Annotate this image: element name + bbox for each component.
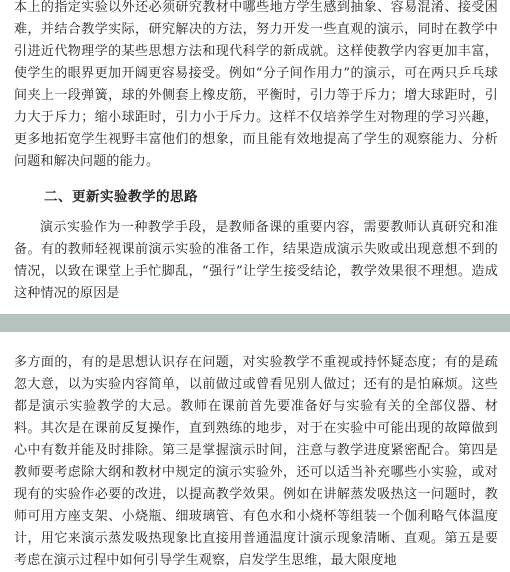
body-paragraph-top-1: 本上的指定实验以外还必须研究教材中哪些地方学生感到抽象、容易混淆、接受困难，并结合教学实际，研究解决的方法，努力开发一些直观的演示，同时在教学中引进近代物理学的某些思想方法和现代科学的新成就。这样使教学内容更加丰富，使学生的眼界更加开阔更容易接受。例如“分子间作用力”的演示，可在两只乒乓球间夹上一段弹簧，球的外侧套上橡皮筋，平衡时，引力等于斥力；增大球距时，引力大于斥力；缩小球距时，引力小于斥力。这样不仅培养学生对物理的学习兴趣，更多地拓宽学生视野丰富他们的想象，而且能有效地提高了学生的观察能力、分析问题和解决问题的能力。 bbox=[14, 0, 498, 169]
document-page-bottom bbox=[0, 332, 510, 568]
body-paragraph-bottom-1: 多方面的，有的是思想认识存在问题，对实验教学不重视或持怀疑态度；有的是疏忽大意，以为实验内容简单，以前做过或曾看见别人做过；还有的是怕麻烦。这些都是演示实验教学的大忌。教师在课前首先要准备好与实验有关的全部仪器、材料。其次是在课前反复操作，直到熟练的地步，对于在实验中可能出现的故障做到心中有数并能及时排除。第三是掌握演示时间，注意与教学进度紧密配合。第四是教师要考虑除大纲和教材中规定的演示实验外，还可以适当补充哪些小实验，或对现有的实验作必要的改进，以提高教学效果。例如在讲解蒸发吸热这一问题时，教师可用方座支架、小烧瓶、细玻璃管、有色水和小烧杯等组装一个伽利略气体温度计，用它来演示蒸发吸热现象比直接用普通温度计演示现象清晰、直观。第五是要考虑在演示过程中如何引导学生观察，启发学生思维，最大限度地 bbox=[14, 355, 498, 568]
page-divider bbox=[0, 314, 510, 332]
section-heading: 二、更新实验教学的思路 bbox=[44, 189, 198, 205]
body-paragraph-top-2: 演示实验作为一种教学手段，是教师备课的重要内容，需要教师认真研究和准备。有的教师轻视课前演示实验的准备工作，结果造成演示失败或出现意想不到的情况，以致在课堂上手忙脚乱，“强行”让学生接受结论，教学效果很不理想。造成这种情况的原因是 bbox=[14, 220, 498, 301]
